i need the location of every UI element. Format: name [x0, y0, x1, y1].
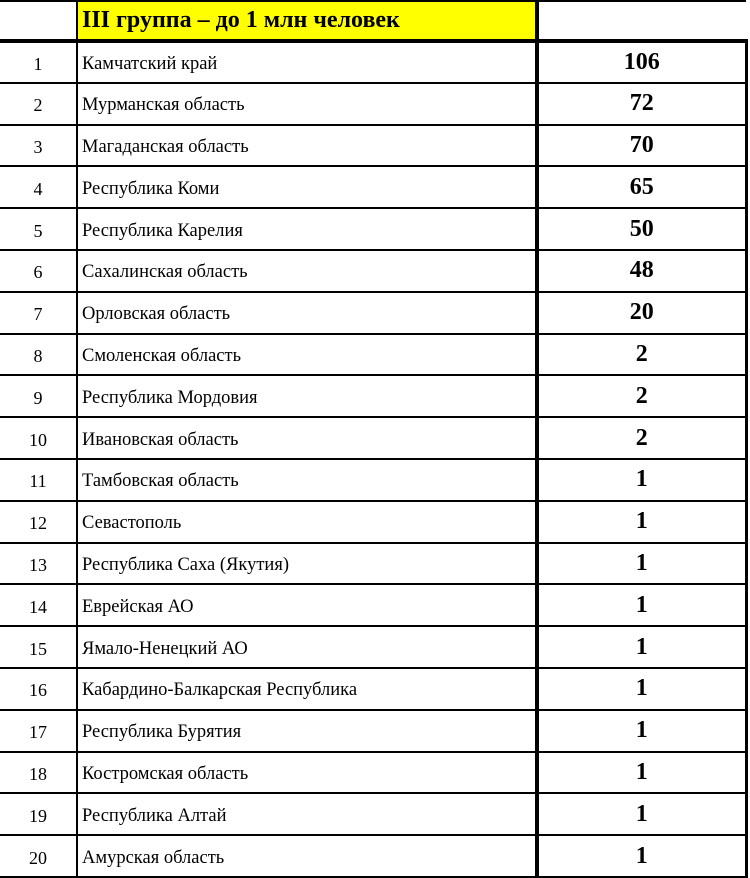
table-row	[0, 459, 746, 501]
value-cell[interactable]: 70	[537, 125, 746, 167]
table-row	[0, 668, 746, 710]
value-cell[interactable]: 1	[537, 501, 746, 543]
row-number-cell[interactable]: 3	[0, 125, 77, 167]
region-name-cell[interactable]: Амурская область	[77, 835, 537, 877]
value-cell[interactable]: 2	[537, 417, 746, 459]
row-number-cell[interactable]: 5	[0, 208, 77, 250]
header-num-cell[interactable]	[0, 1, 77, 41]
region-name-cell[interactable]: Республика Карелия	[77, 208, 537, 250]
value-cell[interactable]: 48	[537, 250, 746, 292]
region-name-cell[interactable]: Камчатский край	[77, 41, 537, 83]
row-number-cell[interactable]: 8	[0, 334, 77, 376]
region-name-cell[interactable]: Республика Мордовия	[77, 375, 537, 417]
table-row	[0, 752, 746, 794]
value-cell[interactable]: 1	[537, 710, 746, 752]
value-cell[interactable]: 65	[537, 166, 746, 208]
region-name-cell[interactable]: Орловская область	[77, 292, 537, 334]
region-name-cell[interactable]: Севастополь	[77, 501, 537, 543]
table-row	[0, 250, 746, 292]
row-number-cell[interactable]: 10	[0, 417, 77, 459]
value-cell[interactable]: 1	[537, 584, 746, 626]
value-cell[interactable]: 1	[537, 543, 746, 585]
row-number-cell[interactable]: 17	[0, 710, 77, 752]
region-name-cell[interactable]: Республика Бурятия	[77, 710, 537, 752]
table-row	[0, 793, 746, 835]
header-value-cell[interactable]	[537, 1, 746, 41]
region-name-cell[interactable]: Мурманская область	[77, 83, 537, 125]
value-cell[interactable]: 20	[537, 292, 746, 334]
row-number-cell[interactable]: 11	[0, 459, 77, 501]
region-name-cell[interactable]: Сахалинская область	[77, 250, 537, 292]
region-name-cell[interactable]: Республика Коми	[77, 166, 537, 208]
row-number-cell[interactable]: 14	[0, 584, 77, 626]
value-cell[interactable]: 1	[537, 626, 746, 668]
table-row	[0, 334, 746, 376]
row-number-cell[interactable]: 15	[0, 626, 77, 668]
table-row	[0, 835, 746, 877]
group-title-cell[interactable]: III группа – до 1 млн человек	[77, 1, 537, 41]
table-row	[0, 208, 746, 250]
value-cell[interactable]: 1	[537, 668, 746, 710]
row-number-cell[interactable]: 13	[0, 543, 77, 585]
table-row	[0, 41, 746, 83]
row-number-cell[interactable]: 7	[0, 292, 77, 334]
table-row	[0, 166, 746, 208]
region-name-cell[interactable]: Ямало-Ненецкий АО	[77, 626, 537, 668]
header-row	[0, 1, 746, 41]
value-cell[interactable]: 50	[537, 208, 746, 250]
row-number-cell[interactable]: 6	[0, 250, 77, 292]
value-cell[interactable]: 1	[537, 835, 746, 877]
value-cell[interactable]: 2	[537, 375, 746, 417]
row-number-cell[interactable]: 16	[0, 668, 77, 710]
region-name-cell[interactable]: Республика Саха (Якутия)	[77, 543, 537, 585]
region-name-cell[interactable]: Костромская область	[77, 752, 537, 794]
region-name-cell[interactable]: Еврейская АО	[77, 584, 537, 626]
table-row	[0, 292, 746, 334]
region-name-cell[interactable]: Кабардино-Балкарская Республика	[77, 668, 537, 710]
table-row	[0, 375, 746, 417]
region-name-cell[interactable]: Тамбовская область	[77, 459, 537, 501]
table-row	[0, 125, 746, 167]
region-name-cell[interactable]: Республика Алтай	[77, 793, 537, 835]
value-cell[interactable]: 2	[537, 334, 746, 376]
region-name-cell[interactable]: Ивановская область	[77, 417, 537, 459]
row-number-cell[interactable]: 2	[0, 83, 77, 125]
table-row	[0, 83, 746, 125]
row-number-cell[interactable]: 20	[0, 835, 77, 877]
region-name-cell[interactable]: Смоленская область	[77, 334, 537, 376]
table-row	[0, 710, 746, 752]
table-row	[0, 584, 746, 626]
row-number-cell[interactable]: 18	[0, 752, 77, 794]
row-number-cell[interactable]: 9	[0, 375, 77, 417]
region-name-cell[interactable]: Магаданская область	[77, 125, 537, 167]
value-cell[interactable]: 72	[537, 83, 746, 125]
value-cell[interactable]: 1	[537, 793, 746, 835]
table-row	[0, 626, 746, 668]
row-number-cell[interactable]: 19	[0, 793, 77, 835]
table-row	[0, 417, 746, 459]
row-number-cell[interactable]: 4	[0, 166, 77, 208]
value-cell[interactable]: 106	[537, 41, 746, 83]
value-cell[interactable]: 1	[537, 459, 746, 501]
table-row	[0, 543, 746, 585]
table-row	[0, 501, 746, 543]
row-number-cell[interactable]: 1	[0, 41, 77, 83]
row-number-cell[interactable]: 12	[0, 501, 77, 543]
value-cell[interactable]: 1	[537, 752, 746, 794]
